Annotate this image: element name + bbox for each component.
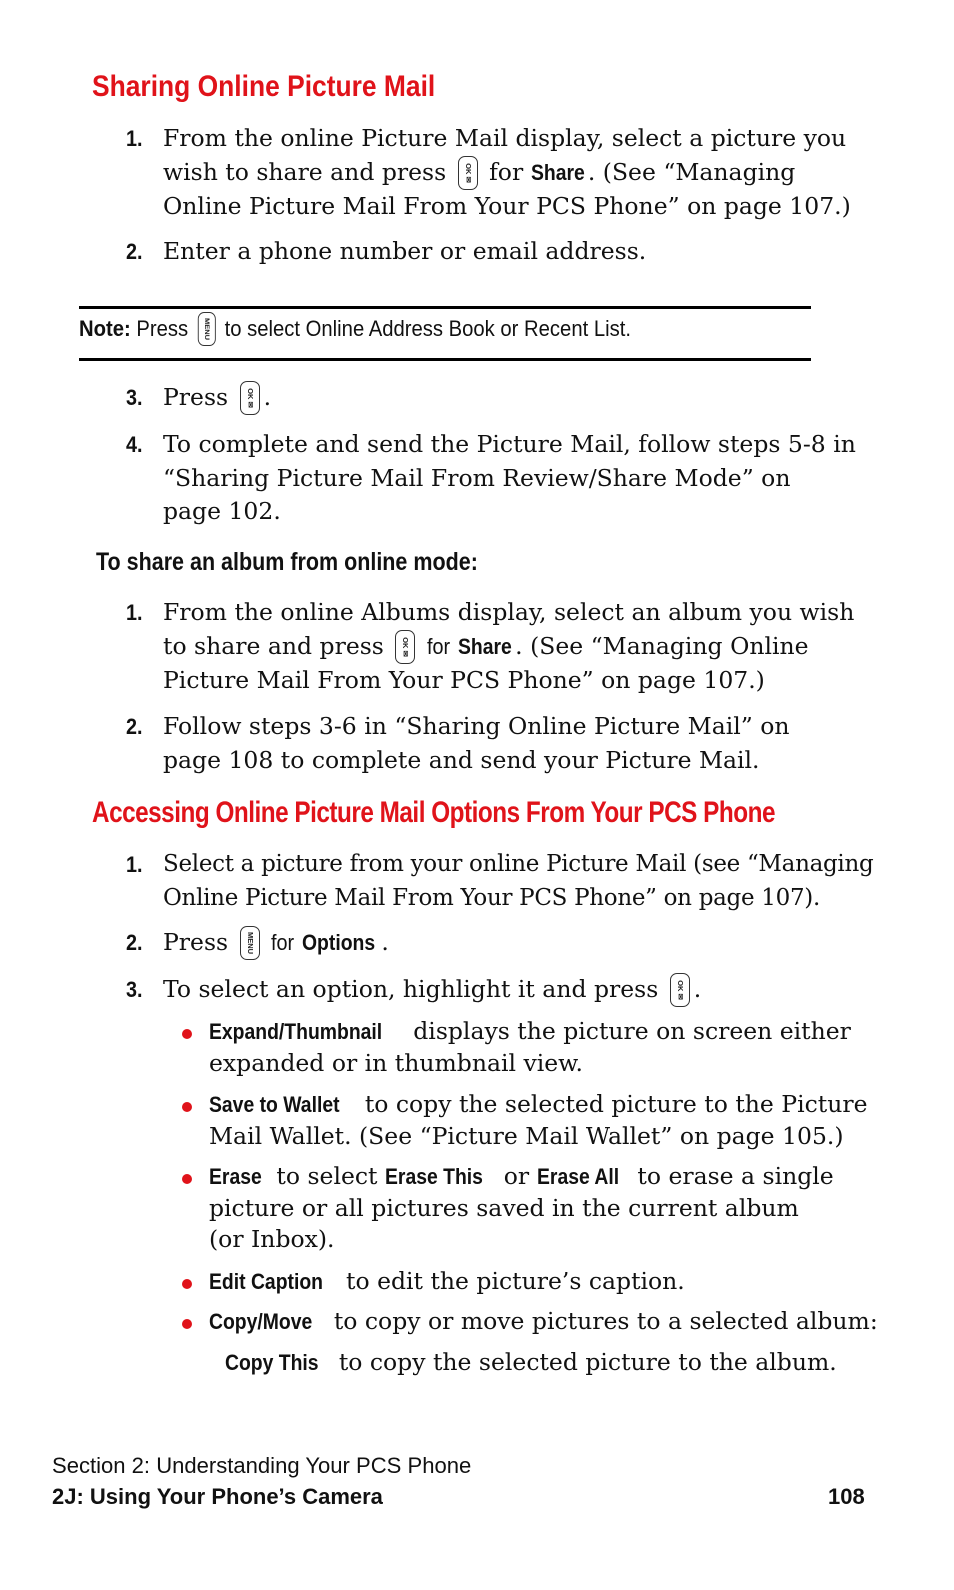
ok-key-icon: OK ✉: [395, 630, 415, 664]
bullet-text: or: [496, 1162, 537, 1190]
bullet-text: to select: [268, 1162, 385, 1190]
bullet-text: to edit the picture’s caption.: [338, 1267, 685, 1295]
bullet-text: picture or all pictures saved in the current album: [209, 1193, 799, 1222]
footer-section: Section 2: Understanding Your PCS Phone: [52, 1453, 472, 1478]
note-label: Note:: [79, 316, 131, 341]
step-text: .: [263, 383, 272, 411]
bullet-text: to copy or move pictures to a selected album:: [326, 1307, 878, 1335]
step-text: Online Picture Mail From Your PCS Phone” on page 107).: [163, 884, 820, 911]
step-text: . (See “Managing Online: [515, 631, 809, 660]
step-text: . (See “Managing: [587, 157, 796, 186]
step-number: 1.: [126, 852, 143, 877]
step-text: Press: [163, 383, 229, 411]
footer-chapter: 2J: Using Your Phone’s Camera: [52, 1484, 383, 1509]
page-number: 108: [828, 1484, 865, 1509]
bullet-text: Mail Wallet. (See “Picture Mail Wallet” on page 105.): [209, 1121, 844, 1150]
note-text: Press: [136, 316, 189, 341]
section-heading: Accessing Online Picture Mail Options From Your PCS Phone: [92, 796, 775, 829]
bullet-dot-icon: [182, 1279, 192, 1289]
step-text: .: [381, 928, 389, 956]
step-text: for: [489, 157, 524, 186]
keyword: Share: [530, 159, 585, 185]
note-bottom-rule: [79, 358, 811, 361]
keyword: Copy/Move: [209, 1309, 313, 1334]
step-number: 4.: [126, 432, 143, 457]
step-number: 1.: [126, 126, 143, 151]
step-text: .: [693, 975, 702, 1003]
note: [79, 312, 631, 346]
step-text: for: [271, 930, 295, 955]
keyword: Edit Caption: [209, 1269, 324, 1294]
ok-key-icon: OK ✉: [670, 973, 690, 1007]
step-number: 3.: [126, 385, 143, 410]
step-number: 2.: [126, 714, 143, 739]
step-text: Picture Mail From Your PCS Phone” on page 107.): [163, 665, 765, 694]
keyword: Erase This: [384, 1164, 483, 1189]
bullet-text: to copy the selected picture to the album.: [331, 1348, 837, 1376]
step-number: 2.: [126, 930, 143, 955]
keyword: Erase All: [536, 1164, 619, 1189]
menu-key-icon: MENU: [240, 926, 260, 960]
step-text: “Sharing Picture Mail From Review/Share Mode” on: [163, 463, 791, 492]
step-text: Online Picture Mail From Your PCS Phone” on page 107.): [163, 191, 851, 220]
subsection-heading: To share an album from online mode:: [96, 548, 478, 576]
step-number: 3.: [126, 977, 143, 1002]
step-text: To select an option, highlight it and press: [163, 975, 659, 1003]
bullet-text: displays the picture on screen either: [405, 1017, 851, 1045]
step-text: page 102.: [163, 497, 281, 525]
note-text: to select Online Address Book or Recent List.: [224, 316, 631, 341]
note-top-rule: [79, 306, 811, 309]
step-text: wish to share and press: [163, 157, 447, 186]
bullet-dot-icon: [182, 1029, 192, 1039]
step-text: Enter a phone number or email address.: [163, 237, 647, 265]
keyword: Options: [302, 930, 376, 955]
ok-key-icon: OK ✉: [458, 156, 478, 190]
bullet-text: expanded or in thumbnail view.: [209, 1048, 583, 1077]
keyword: Expand/Thumbnail: [209, 1019, 383, 1044]
keyword: Copy This: [225, 1350, 319, 1375]
bullet-text: to copy the selected picture to the Picture: [357, 1090, 868, 1118]
step-text: to share and press: [163, 631, 384, 660]
menu-key-icon: MENU: [197, 312, 215, 346]
step-text: Select a picture from your online Picture Mail (see “Managing: [163, 851, 874, 877]
step-text: Follow steps 3-6 in “Sharing Online Picture Mail” on: [163, 712, 790, 740]
keyword: Share: [457, 633, 512, 659]
step-text: From the online Picture Mail display, select a picture you: [163, 124, 847, 152]
step-text: page 108 to complete and send your Picture Mail.: [163, 745, 760, 774]
bullet-dot-icon: [182, 1102, 192, 1112]
step-number: 2.: [126, 239, 143, 264]
step-text: From the online Albums display, select an album you wish: [163, 598, 855, 626]
bullet-text: to erase a single: [629, 1162, 834, 1190]
ok-key-icon: OK ✉: [240, 381, 260, 415]
section-heading: Sharing Online Picture Mail: [92, 70, 436, 103]
bullet-dot-icon: [182, 1174, 192, 1184]
keyword: Erase: [209, 1164, 262, 1189]
keyword: Save to Wallet: [209, 1092, 340, 1117]
step-text: To complete and send the Picture Mail, follow steps 5-8 in: [163, 430, 856, 458]
step-text: Press: [163, 928, 229, 956]
step-text: for: [426, 633, 450, 659]
step-number: 1.: [126, 600, 143, 625]
bullet-dot-icon: [182, 1319, 192, 1329]
bullet-text: (or Inbox).: [209, 1225, 335, 1253]
